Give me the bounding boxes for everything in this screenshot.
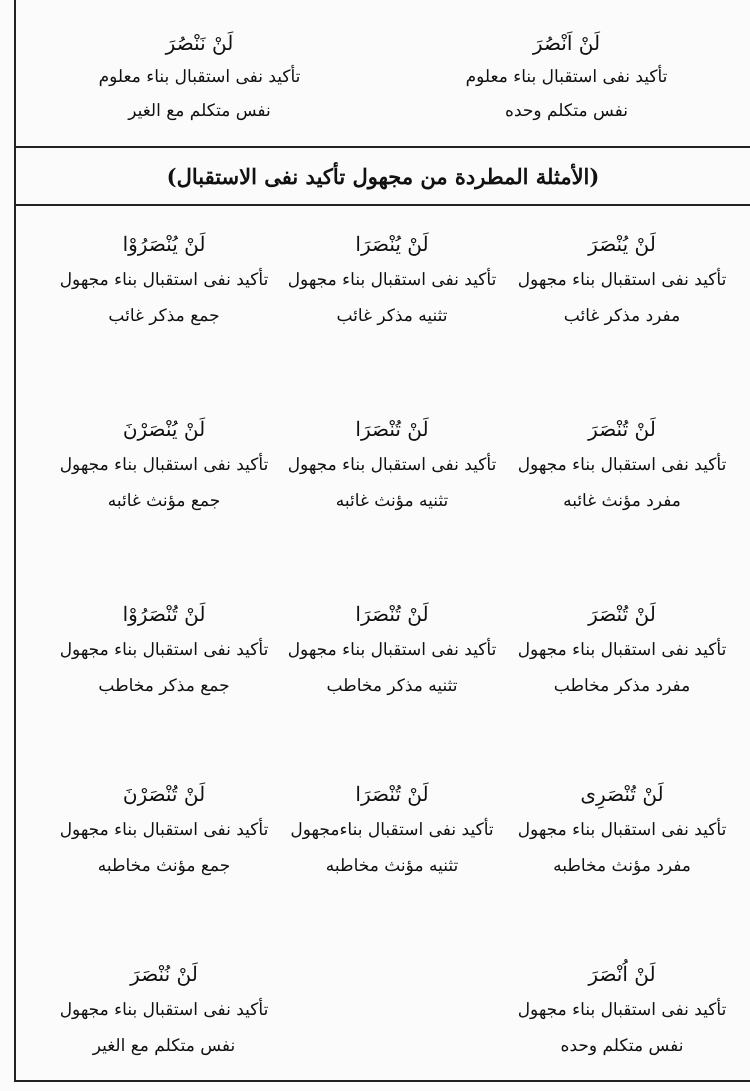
- verb-description: تأکید نفی استقبال بناء مجهول: [517, 640, 727, 660]
- top-row: [16, 0, 750, 148]
- verb-form: لَنْ تُنْصَرَا: [355, 417, 429, 441]
- section-heading: (الأمثلة المطردة من مجهول تأکید نفی الاستقبال): [16, 148, 750, 206]
- verb-description: تأکید نفی استقبال بناء مجهول: [59, 640, 269, 660]
- verb-form: لَنْ تُنْصَرُوْا: [122, 602, 206, 626]
- conjugation-entry: [44, 226, 284, 334]
- verb-person: جمع مذکر مخاطب: [98, 676, 230, 696]
- verb-description: تأکید نفی استقبال بناء مجهول: [59, 455, 269, 475]
- verb-description: تأکید نفی استقبال بناءمجهول: [290, 820, 494, 840]
- verb-form: لَنْ تُنْصَرَ: [588, 417, 656, 441]
- verb-description: تأکید نفی استقبال بناء معلوم: [98, 67, 301, 87]
- conjugation-entry: [502, 596, 742, 704]
- conjugation-entry: [44, 596, 284, 704]
- verb-form: لَنْ نُنْصَرَ: [130, 962, 198, 986]
- top-left-entry: [16, 0, 383, 146]
- verb-person: تثنیه مذکر مخاطب: [326, 676, 458, 696]
- conjugation-entry: [44, 776, 284, 884]
- verb-person: مفرد مؤنث غائبه: [563, 491, 681, 511]
- verb-description: تأکید نفی استقبال بناء مجهول: [287, 270, 497, 290]
- verb-form: لَنْ تُنْصَرِی: [580, 782, 664, 806]
- conjugation-entry: [44, 956, 284, 1064]
- conjugation-entry: [272, 411, 512, 519]
- verb-form: لَنْ یُنْصَرَا: [355, 232, 429, 256]
- verb-form: لَنْ یُنْصَرْنَ: [122, 417, 206, 441]
- conjugation-entry: [44, 411, 284, 519]
- conjugation-entry: [502, 411, 742, 519]
- verb-person: جمع مذکر غائب: [108, 306, 220, 326]
- verb-form: لَنْ یُنْصَرَ: [588, 232, 656, 256]
- verb-form: لَنْ تُنْصَرْنَ: [122, 782, 206, 806]
- conjugation-entry: [502, 956, 742, 1064]
- verb-description: تأکید نفی استقبال بناء مجهول: [59, 270, 269, 290]
- verb-person: جمع مؤنث غائبه: [107, 491, 221, 511]
- verb-person: نفس متکلم مع الغیر: [128, 101, 271, 121]
- verb-form: لَنْ یُنْصَرُوْا: [122, 232, 206, 256]
- verb-description: تأکید نفی استقبال بناء مجهول: [287, 640, 497, 660]
- verb-form: لَنْ نَنْصُرَ: [165, 31, 234, 55]
- verb-description: تأکید نفی استقبال بناء مجهول: [517, 1000, 727, 1020]
- verb-person: جمع مؤنث مخاطبه: [97, 856, 231, 876]
- verb-form: لَنْ اَنْصُرَ: [532, 31, 601, 55]
- verb-form: لَنْ تُنْصَرَا: [355, 602, 429, 626]
- verb-form: لَنْ اُنْصَرَ: [588, 962, 656, 986]
- verb-description: تأکید نفی استقبال بناء مجهول: [59, 820, 269, 840]
- conjugation-entry: [272, 776, 512, 884]
- conjugation-entry: [272, 226, 512, 334]
- top-right-entry: [383, 0, 750, 146]
- conjugation-entry: [272, 596, 512, 704]
- verb-person: مفرد مذکر غائب: [563, 306, 681, 326]
- verb-person: نفس متکلم وحده: [505, 101, 628, 121]
- verb-person: تثنیه مذکر غائب: [336, 306, 448, 326]
- verb-description: تأکید نفی استقبال بناء مجهول: [59, 1000, 269, 1020]
- conjugation-entry: [502, 226, 742, 334]
- verb-person: نفس متکلم وحده: [560, 1036, 684, 1056]
- verb-person: تثنیه مؤنث غائبه: [335, 491, 449, 511]
- verb-form: لَنْ تُنْصَرَا: [355, 782, 429, 806]
- verb-form: لَنْ تُنْصَرَ: [588, 602, 656, 626]
- page-sheet: [14, 0, 750, 1082]
- verb-description: تأکید نفی استقبال بناء مجهول: [517, 820, 727, 840]
- conjugation-entry: [502, 776, 742, 884]
- verb-description: تأکید نفی استقبال بناء مجهول: [517, 455, 727, 475]
- verb-person: نفس متکلم مع الغیر: [92, 1036, 236, 1056]
- verb-person: تثنیه مؤنث مخاطبه: [325, 856, 459, 876]
- verb-person: مفرد مؤنث مخاطبه: [553, 856, 691, 876]
- verb-description: تأکید نفی استقبال بناء معلوم: [465, 67, 668, 87]
- verb-description: تأکید نفی استقبال بناء مجهول: [517, 270, 727, 290]
- verb-description: تأکید نفی استقبال بناء مجهول: [287, 455, 497, 475]
- verb-person: مفرد مذکر مخاطب: [553, 676, 691, 696]
